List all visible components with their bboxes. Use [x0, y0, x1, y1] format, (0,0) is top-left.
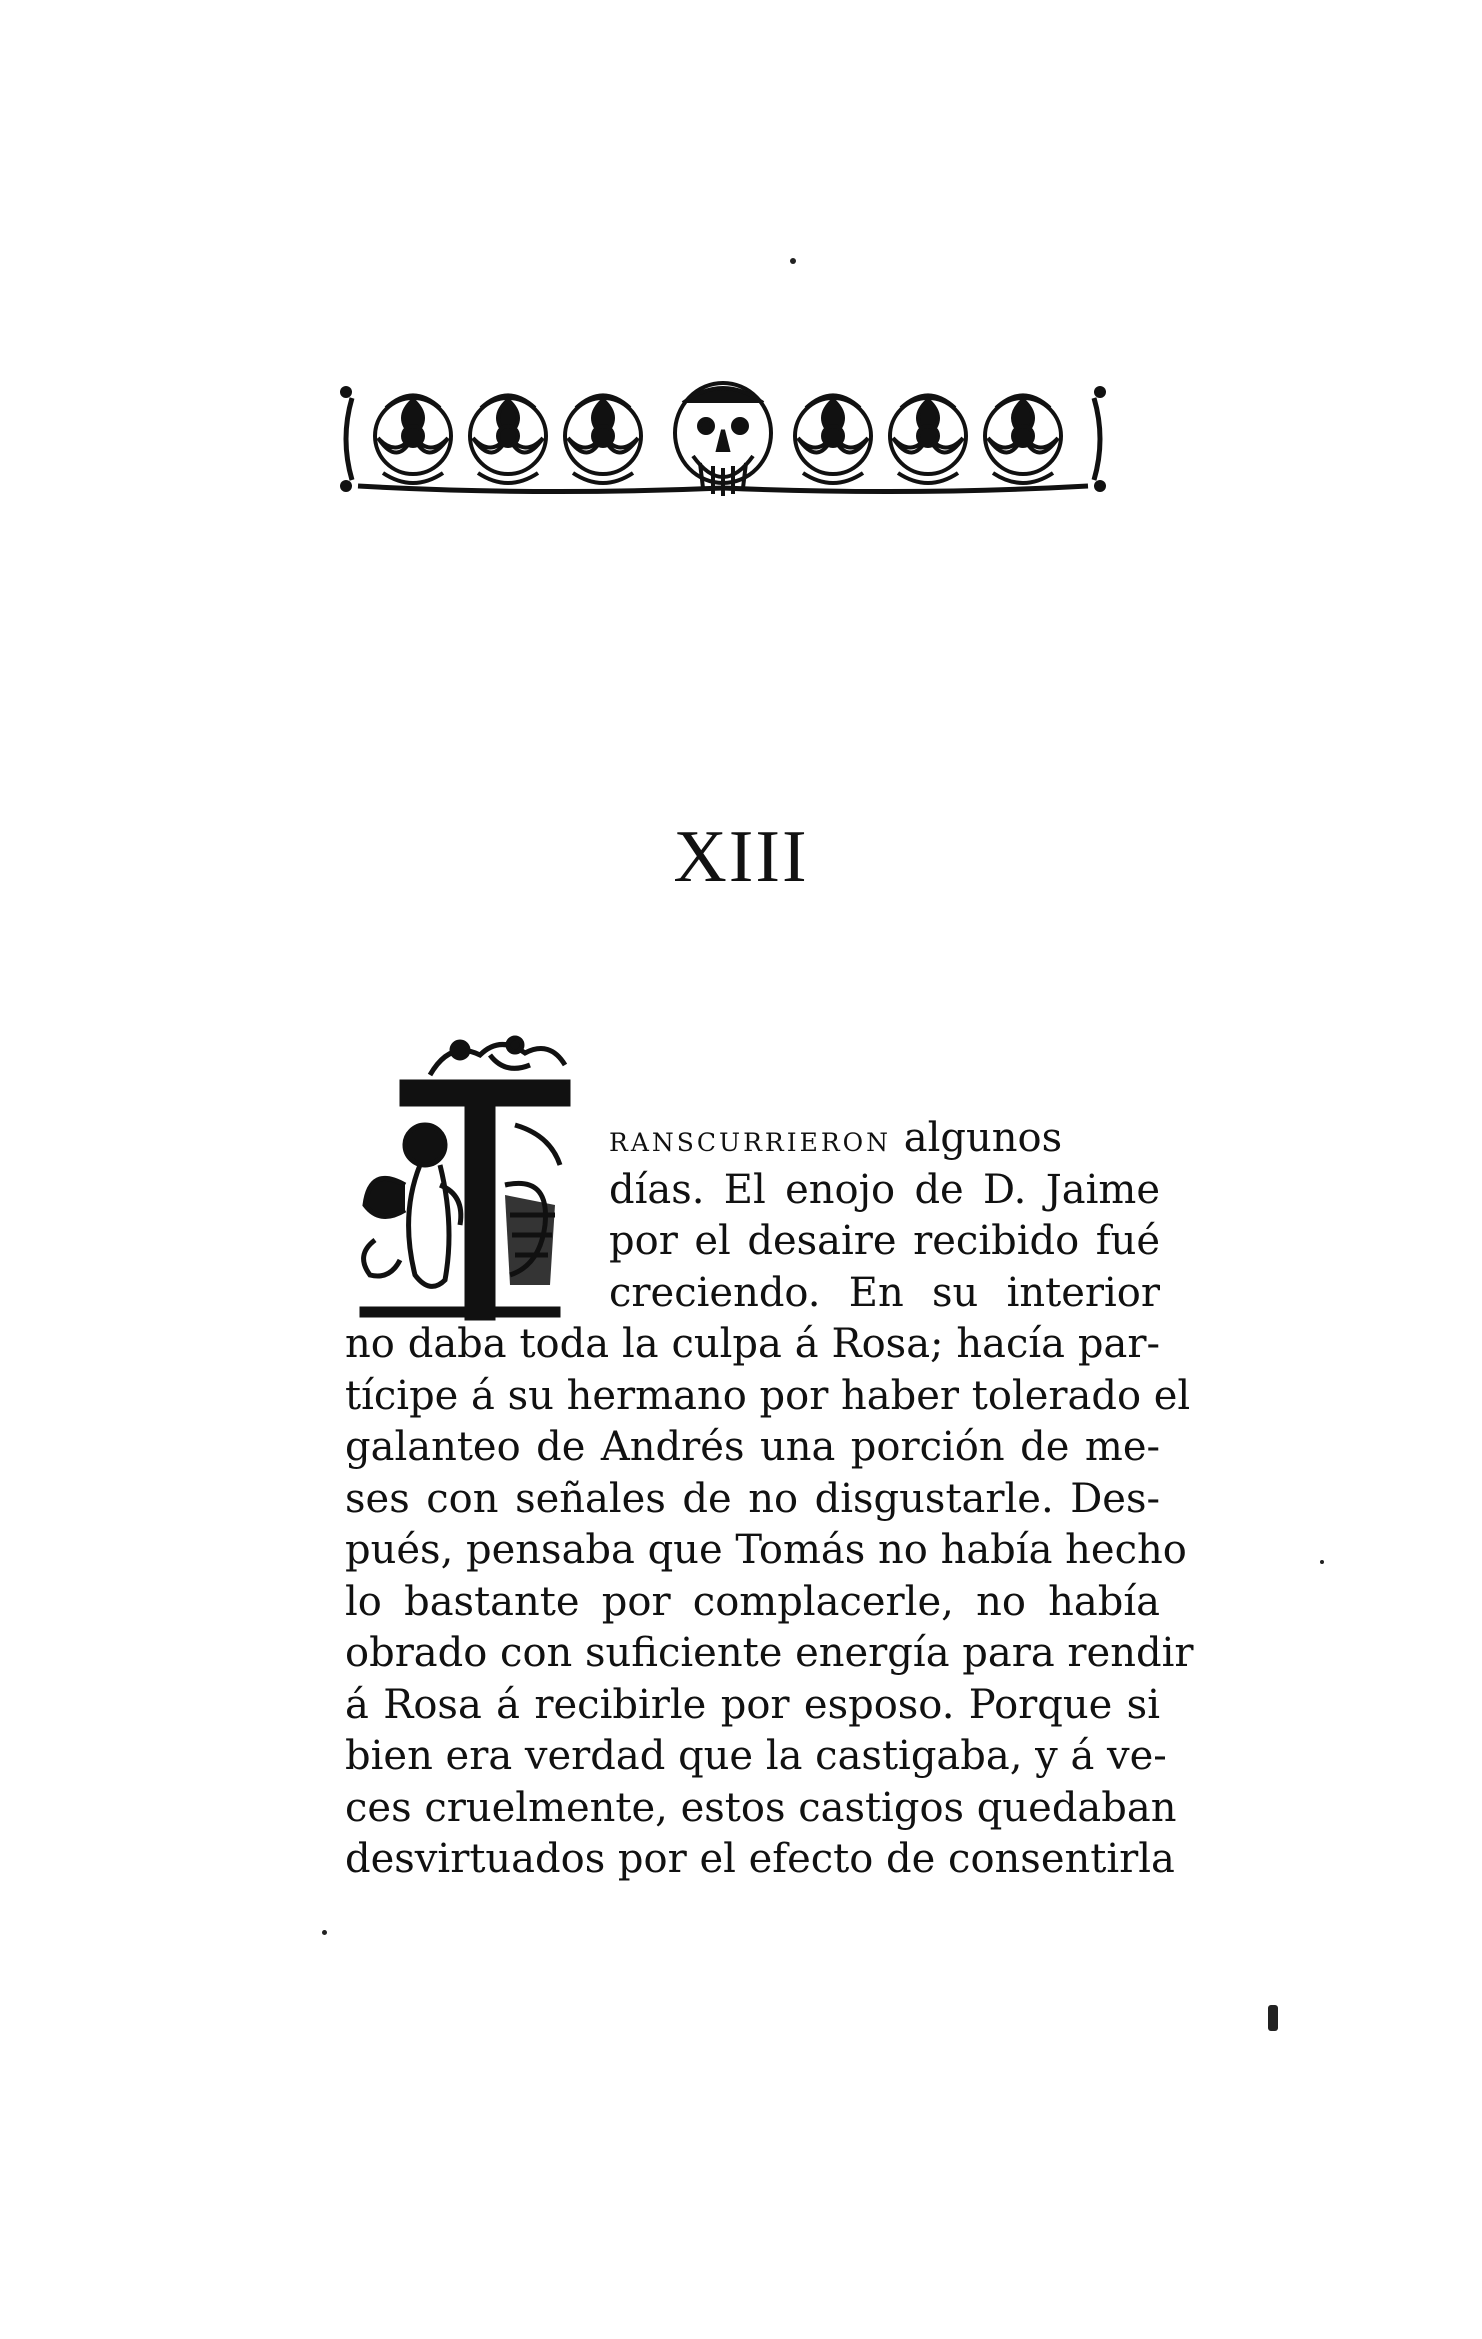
text-line-14: ces cruelmente, estos castigos quedaban: [345, 1784, 1177, 1831]
lead-caps: RANSCURRIERON: [609, 1128, 892, 1157]
foliage-mask-headpiece-icon: [338, 378, 1108, 500]
text-line-5: no daba toda la culpa á Rosa; hacía par-: [345, 1321, 1160, 1367]
scan-speck: [322, 1930, 327, 1935]
text-line-11: obrado con suficiente energía para rendir: [345, 1630, 1194, 1676]
text-line-3: por el desaire recibido fué: [609, 1218, 1160, 1264]
scan-speck: [1268, 2005, 1278, 2031]
text-line-4: creciendo. En su interior: [609, 1269, 1160, 1316]
scan-speck: [790, 258, 796, 264]
chapter-number: XIII: [673, 816, 809, 898]
text-line-7: galanteo de Andrés una porción de me-: [345, 1424, 1160, 1470]
text-line-12: á Rosa á recibirle por esposo. Porque si: [345, 1681, 1160, 1728]
scan-speck: [1320, 1560, 1324, 1564]
text-line-2: días. El enojo de D. Jaime: [609, 1166, 1160, 1213]
text-line-10: lo bastante por complacerle, no había: [345, 1578, 1160, 1625]
text-line-13: bien era verdad que la castigaba, y á ve-: [345, 1733, 1167, 1779]
text-line-6: tícipe á su hermano por haber tolerado el: [345, 1372, 1191, 1419]
text-line-9: pués, pensaba que Tomás no había hecho: [345, 1527, 1187, 1573]
text-line-1: [345, 1113, 1160, 1165]
text-line-1-rest: algunos: [891, 1115, 1063, 1161]
text-line-15: desvirtuados por el efecto de consentirla: [345, 1836, 1175, 1882]
chapter-body-paragraph: [345, 1113, 1194, 1886]
text-line-8: ses con señales de no disgustarle. Des-: [345, 1475, 1160, 1522]
